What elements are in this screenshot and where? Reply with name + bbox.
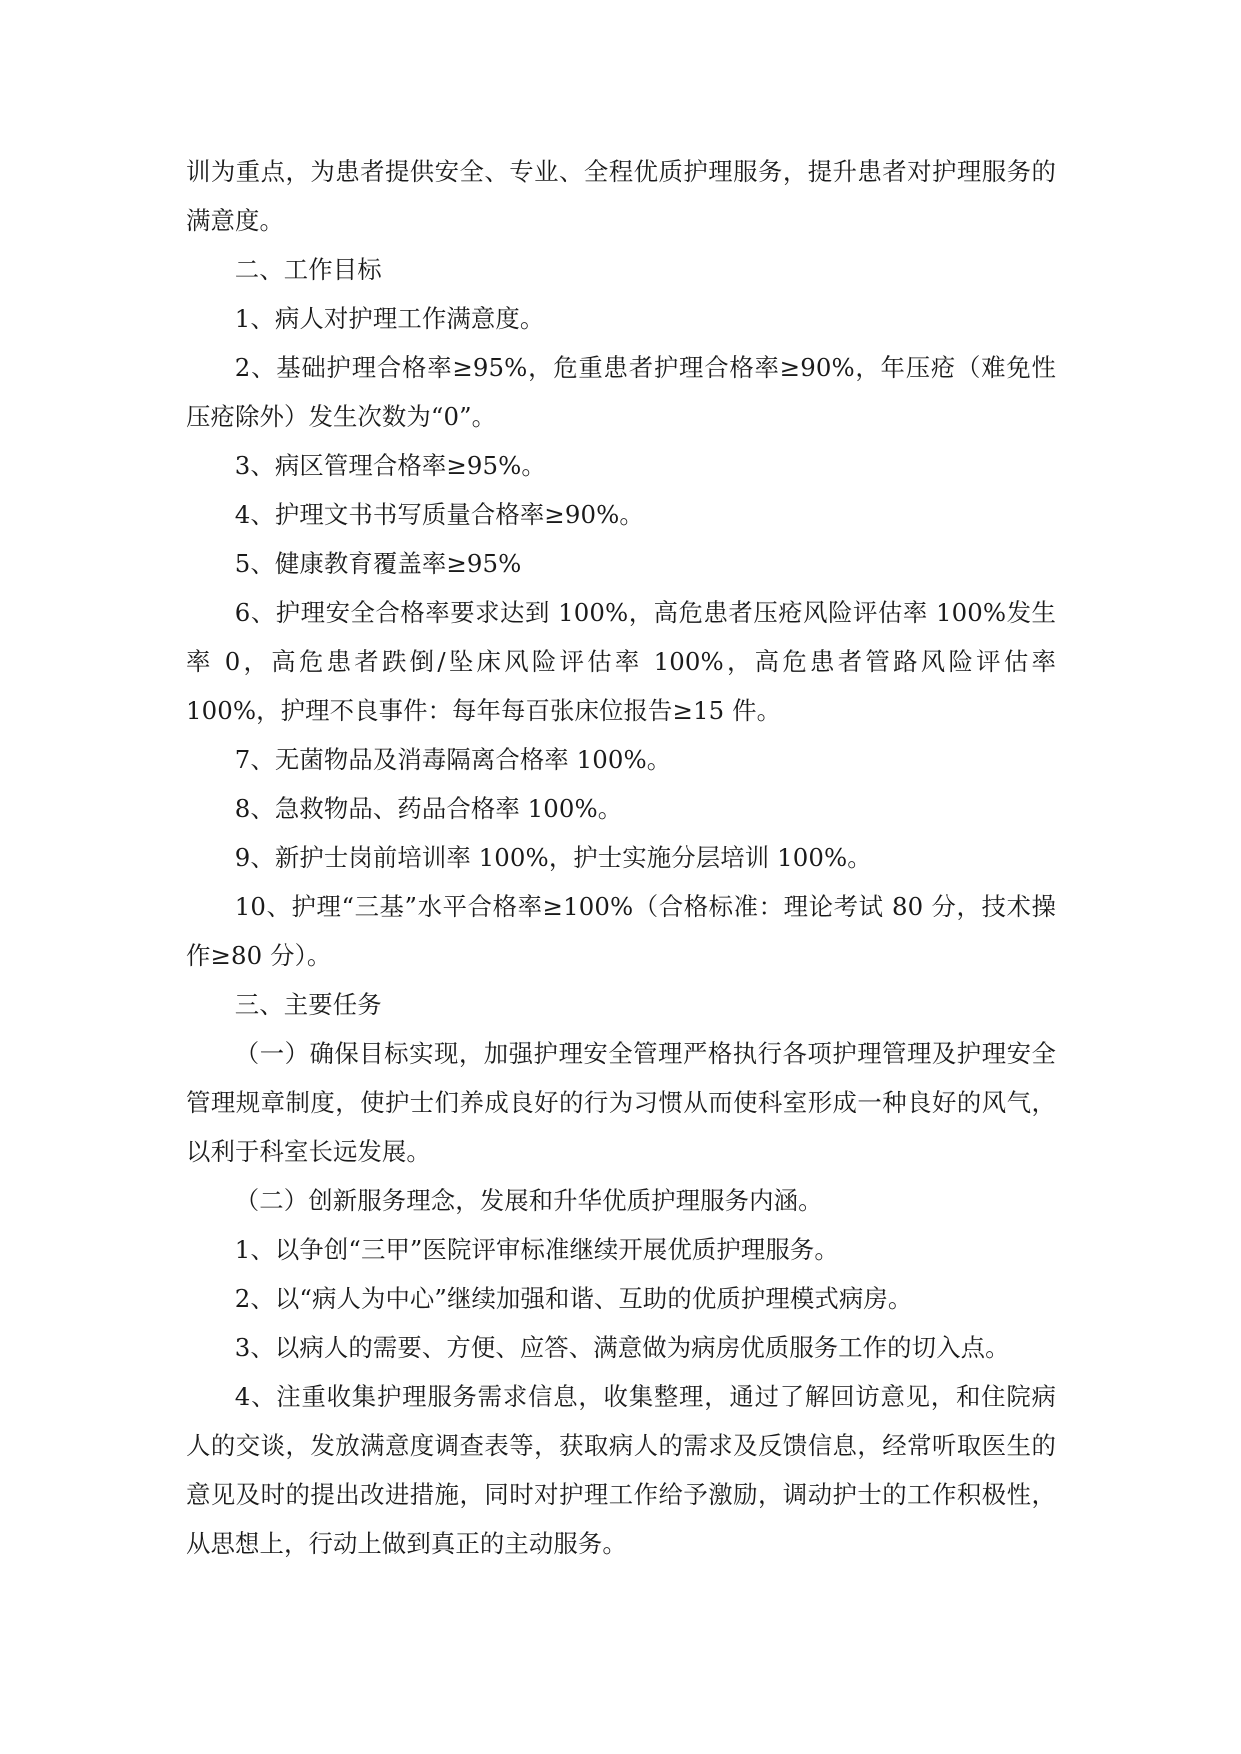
goal-item-9: 9、新护士岗前培训率 100%，护士实施分层培训 100%。 xyxy=(234,843,872,872)
paragraph-continuation: 训为重点，为患者提供安全、专业、全程优质护理服务，提升患者对护理服务的满意度。 xyxy=(186,157,1056,235)
goal-item-10: 10、护理“三基”水平合格率≥100%（合格标准：理论考试 80 分，技术操作≥80 分）。 xyxy=(186,892,1056,970)
task-item-3: 3、以病人的需要、方便、应答、满意做为病房优质服务工作的切入点。 xyxy=(234,1333,1010,1362)
task-item-4: 4、注重收集护理服务需求信息，收集整理，通过了解回访意见，和住院病人的交谈，发放满意度调查表等，获取病人的需求及反馈信息，经常听取医生的意见及时的提出改进措施，同时对护理工作给予激励，调动护士的工作积极性，从思想上，行动上做到真正的主动服务。 xyxy=(186,1382,1056,1558)
task-item-2: 2、以“病人为中心”继续加强和谐、互助的优质护理模式病房。 xyxy=(234,1284,913,1313)
task-subsection-2: （二）创新服务理念，发展和升华优质护理服务内涵。 xyxy=(234,1186,823,1215)
goal-item-7: 7、无菌物品及消毒隔离合格率 100%。 xyxy=(234,745,672,774)
section-heading-tasks: 三、主要任务 xyxy=(234,990,382,1019)
goal-item-3: 3、病区管理合格率≥95%。 xyxy=(234,451,546,480)
goal-item-8: 8、急救物品、药品合格率 100%。 xyxy=(234,794,623,823)
section-heading-goals: 二、工作目标 xyxy=(234,255,382,284)
document-body xyxy=(186,147,1056,1568)
goal-item-6: 6、护理安全合格率要求达到 100%，高危患者压疮风险评估率 100%发生率 0，高危患者跌倒/坠床风险评估率 100%，高危患者管路风险评估率 100%，护理不良事件：每年每百张床位报告≥15 件。 xyxy=(186,598,1056,725)
task-subsection-1: （一）确保目标实现，加强护理安全管理严格执行各项护理管理及护理安全管理规章制度，使护士们养成良好的行为习惯从而使科室形成一种良好的风气，以利于科室长远发展。 xyxy=(186,1039,1056,1166)
goal-item-1: 1、病人对护理工作满意度。 xyxy=(234,304,545,333)
goal-item-5: 5、健康教育覆盖率≥95% xyxy=(234,549,522,578)
goal-item-4: 4、护理文书书写质量合格率≥90%。 xyxy=(234,500,644,529)
task-item-1: 1、以争创“三甲”医院评审标准继续开展优质护理服务。 xyxy=(234,1235,839,1264)
goal-item-2: 2、基础护理合格率≥95%，危重患者护理合格率≥90%，年压疮（难免性压疮除外）发生次数为“0”。 xyxy=(186,353,1056,431)
